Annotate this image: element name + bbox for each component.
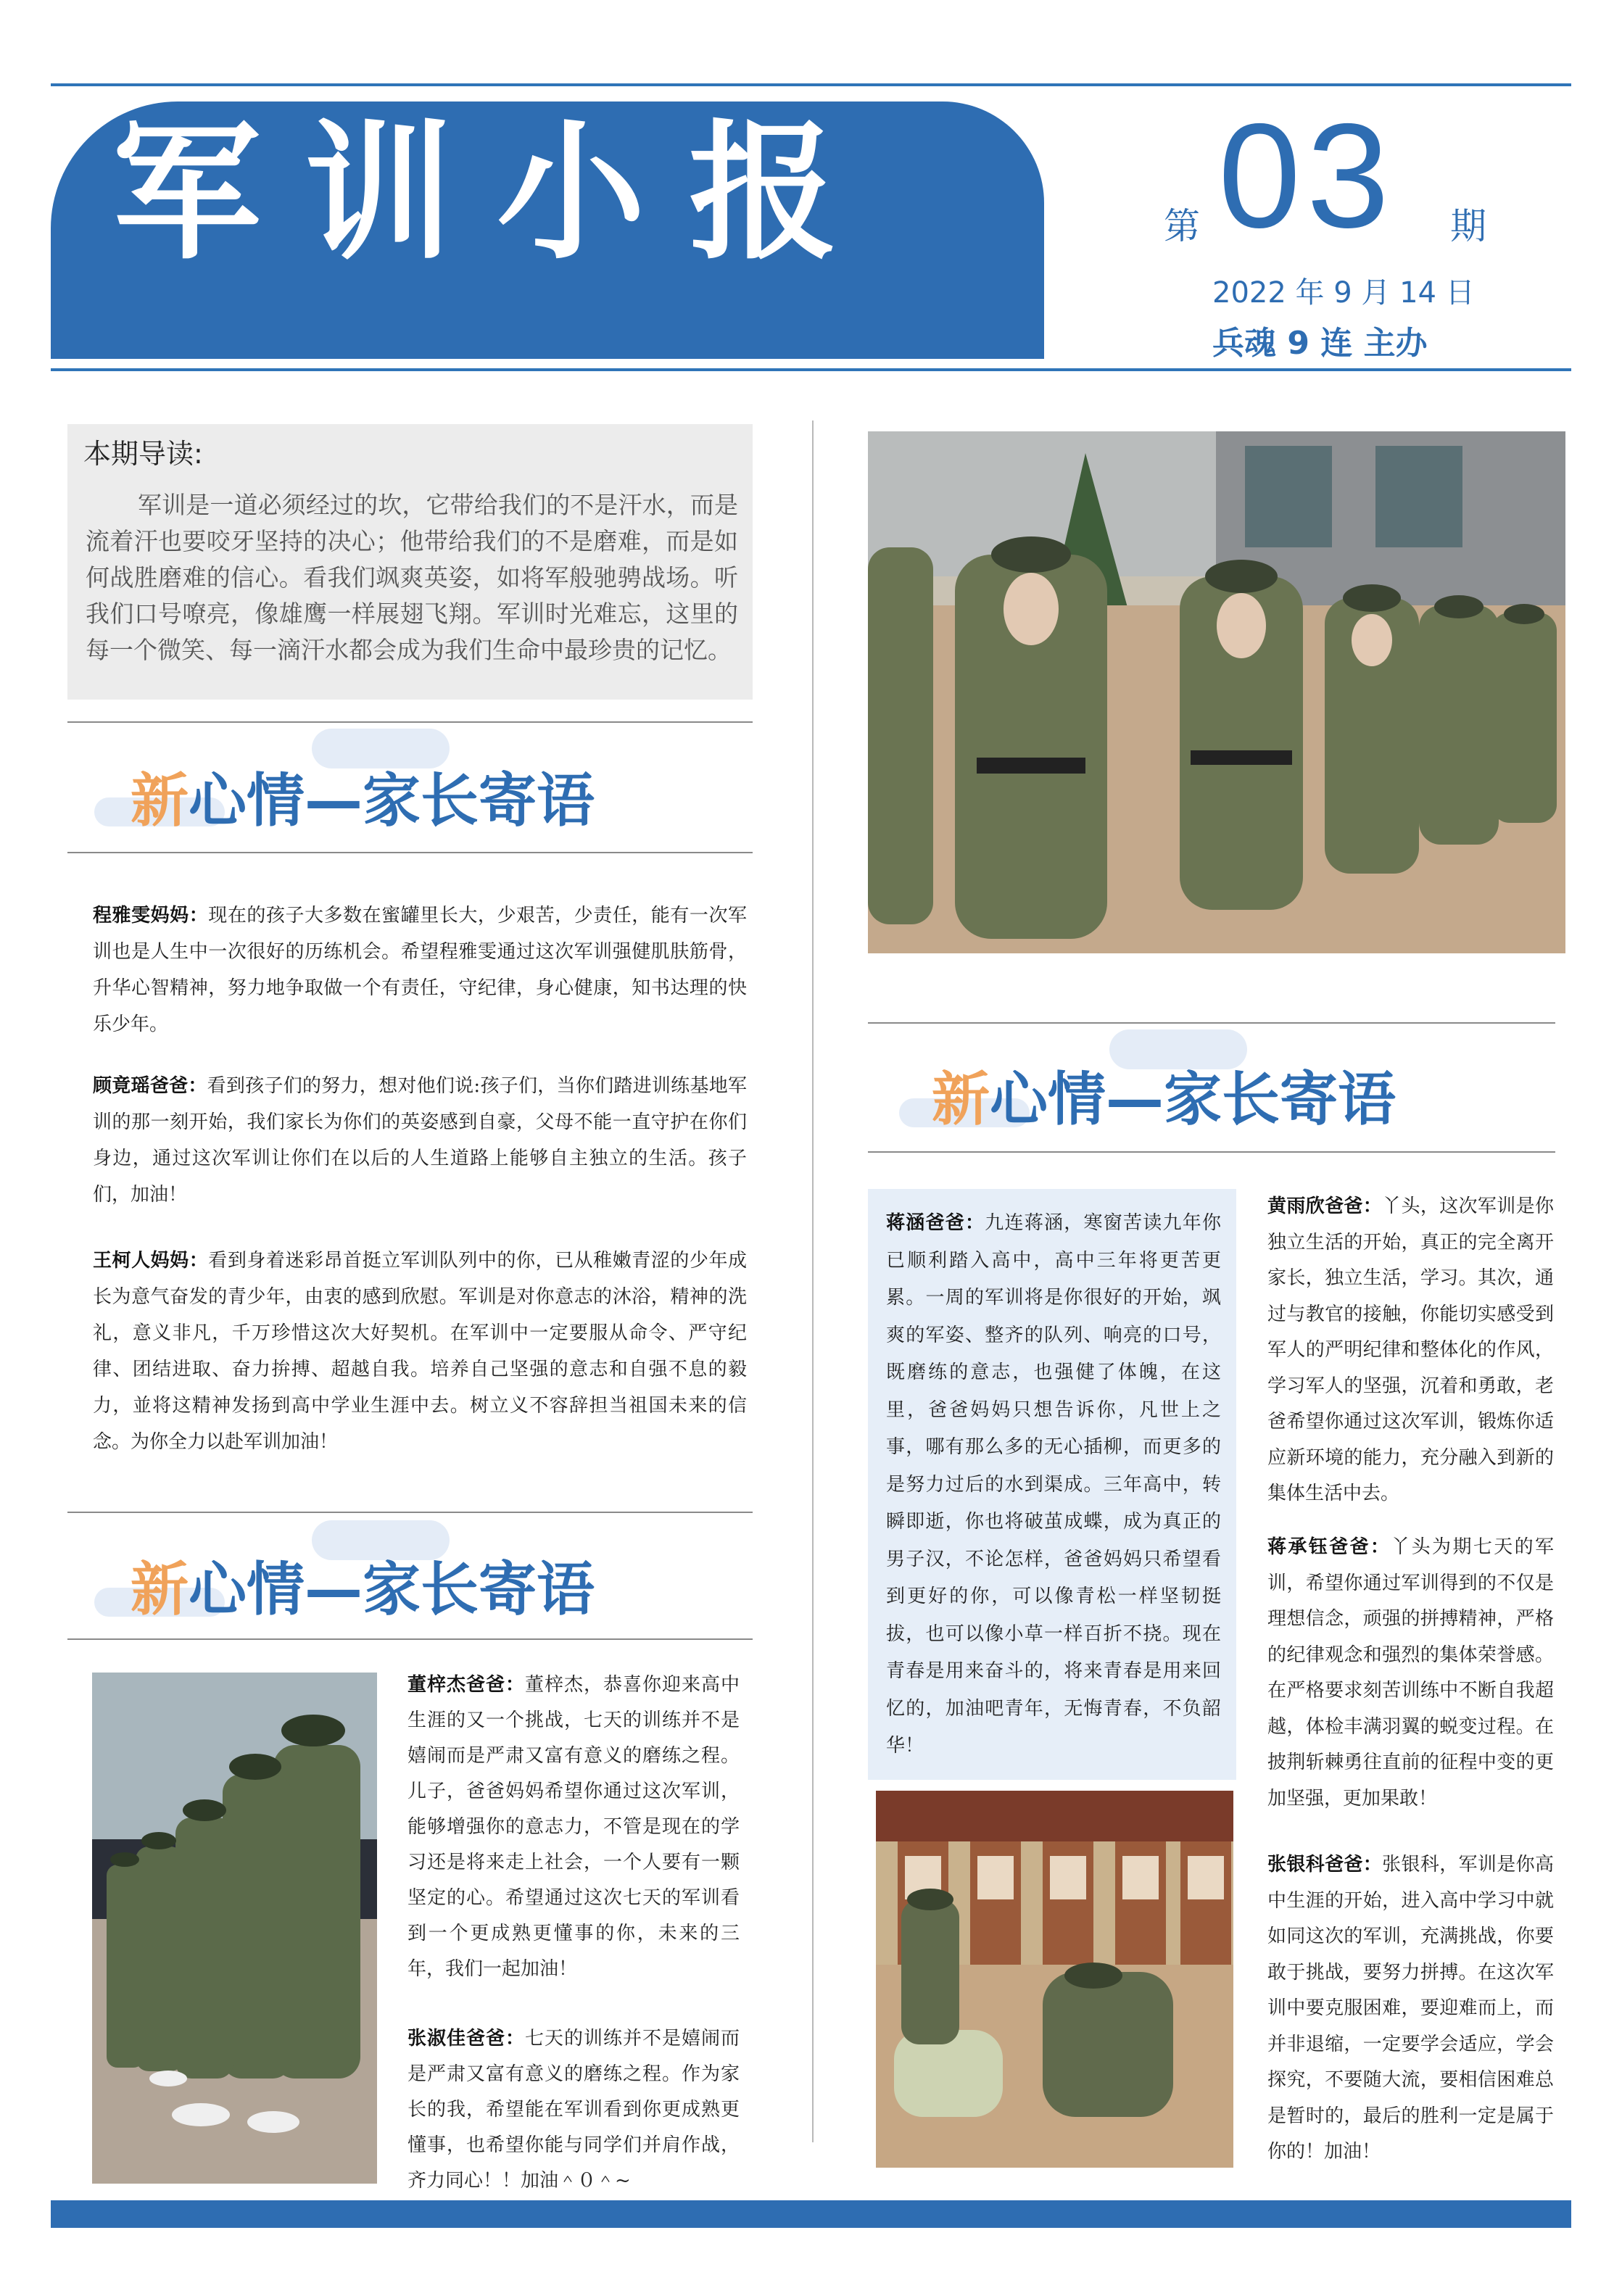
section-heading xyxy=(131,754,595,837)
message-block xyxy=(93,898,747,1043)
message-block xyxy=(93,1068,747,1213)
intro-body: 军训是一道必须经过的坎，它带给我们的不是汗水，而是流着汗也要咬牙坚持的决心；他带给我们的不是磨难，而是如何战胜磨难的信心。看我们飒爽英姿，如将军般驰骋战场。听我们口号嘹亮，像雄鹰一样展翅飞翔。军训时光难忘，这里的每一个微笑、每一滴汗水都会成为我们生命中最珍贵的记忆。 xyxy=(86,491,738,664)
message-block xyxy=(407,2021,740,2199)
message-author: 蒋涵爸爸： xyxy=(886,1212,985,1234)
message-text: 七天的训练并不是嬉闹而是严肃又富有意义的磨练之程。作为家长的我，希望能在军训看到你更成熟更懂事，也希望你能与同学们并肩作战，齐力同心！！加油＾０＾~ xyxy=(407,2028,740,2192)
photo-marching-students xyxy=(92,1673,377,2184)
intro-heading: 本期导读: xyxy=(83,438,203,470)
section-rule-bottom xyxy=(67,852,753,853)
message-block xyxy=(1267,1530,1554,1817)
message-text: 董梓杰，恭喜你迎来高中生涯的又一个挑战，七天的训练并不是嬉闹而是严肃又富有意义的磨练之程。儿子，爸爸妈妈希望你通过这次军训，能够增强你的意志力，不管是现在的学习还是将来走上社会，一个人要有一颗坚定的心。希望通过这次七天的军训看到一个更成熟更懂事的你，未来的三年，我们一起加油！ xyxy=(407,1674,740,1980)
message-author: 蒋承钰爸爸： xyxy=(1267,1536,1391,1558)
section-heading-text: 心情—家长寄语 xyxy=(189,1556,595,1623)
issue-number: 03 xyxy=(1218,93,1396,259)
message-author: 顾竟瑶爸爸： xyxy=(93,1075,207,1097)
column-divider xyxy=(812,420,814,2142)
masthead-title: 军训小报 xyxy=(112,107,881,280)
section-rule-top xyxy=(868,1022,1555,1024)
section-heading-text: 心情—家长寄语 xyxy=(189,767,595,834)
section-rule-top xyxy=(67,721,753,723)
message-text: 丫头，这次军训是你独立生活的开始，真正的完全离开家长，独立生活，学习。其次，通过与教官的接触，你能切实感受到军人的严明纪律和整体化的作风，学习军人的坚强，沉着和勇敢，老爸希望你通过这次军训，锻炼你适应新环境的能力，充分融入到新的集体生活中去。 xyxy=(1267,1195,1554,1504)
message-block xyxy=(93,1243,747,1460)
section-heading-text: 心情—家长寄语 xyxy=(990,1066,1396,1133)
section-heading-accent: 新 xyxy=(131,1556,189,1623)
message-author: 黄雨欣爸爸： xyxy=(1267,1195,1383,1217)
issue-suffix: 期 xyxy=(1450,205,1486,247)
message-author: 王柯人妈妈： xyxy=(93,1250,209,1272)
section-heading-accent: 新 xyxy=(131,767,189,834)
message-block xyxy=(407,1667,740,1987)
masthead-bottom-rule xyxy=(51,368,1571,371)
issue-organizer: 兵魂 9 连 主办 xyxy=(1212,325,1428,362)
section-heading xyxy=(932,1053,1396,1136)
message-block xyxy=(1267,1189,1554,1512)
message-block xyxy=(1267,1847,1554,2171)
message-text: 看到身着迷彩昂首挺立军训队列中的你，已从稚嫩青涩的少年成长为意气奋发的青少年，由衷的感到欣慰。军训是对你意志的沐浴，精神的洗礼，意义非凡，千万珍惜这次大好契机。在军训中一定要服从命令、严守纪律、团结进取、奋力拚搏、超越自我。培养自己坚强的意志和自强不息的毅力，並将这精神发扬到高中学业生涯中去。树立义不容辞担当祖国未来的信念。为你全力以赴军训加油！ xyxy=(93,1250,747,1453)
section-rule-bottom xyxy=(868,1151,1555,1153)
message-text: 丫头为期七天的军训，希望你通过军训得到的不仅是理想信念，顽强的拼搏精神，严格的纪律观念和强烈的集体荣誉感。在严格要求刻苦训练中不断自我超越，体检丰满羽翼的蜕变过程。在披荆斩棘勇往直前的征程中变的更加坚强，更加果敢！ xyxy=(1267,1536,1554,1810)
message-text: 看到孩子们的努力，想对他们说:孩子们，当你们踏进训练基地军训的那一刻开始，我们家长为你们的英姿感到自豪，父母不能一直守护在你们身边，通过这次军训让你们在以后的人生道路上能够自主独立的生活。孩子们，加油！ xyxy=(93,1075,747,1206)
section-heading-accent: 新 xyxy=(932,1066,990,1133)
section-rule-top xyxy=(67,1512,753,1513)
message-author: 程雅雯妈妈： xyxy=(93,905,209,927)
section-rule-bottom xyxy=(67,1638,753,1640)
message-author: 张淑佳爸爸： xyxy=(407,2028,525,2050)
photo-folding-quilt xyxy=(876,1791,1233,2168)
photo-training-formation xyxy=(868,431,1565,953)
message-text: 现在的孩子大多数在蜜罐里长大，少艰苦，少责任，能有一次军训也是人生中一次很好的历练机会。希望程雅雯通过这次军训强健肌肤筋骨，升华心智精神，努力地争取做一个有责任，守纪律，身心健康，知书达理的快乐少年。 xyxy=(93,905,747,1035)
top-rule xyxy=(51,83,1571,86)
message-author: 董梓杰爸爸： xyxy=(407,1674,525,1696)
issue-prefix: 第 xyxy=(1164,205,1200,247)
footer-bar xyxy=(51,2200,1571,2228)
message-block xyxy=(886,1205,1221,1765)
section-heading xyxy=(131,1543,595,1626)
message-text: 张银科，军训是你高中生涯的开始，进入高中学习中就如同这次的军训，充满挑战，你要敢于挑战，要努力拼搏。在这次军训中要克服困难，要迎难而上，而并非退缩，一定要学会适应，学会探究，不要随大流，要相信困难总是暂时的，最后的胜利一定是属于你的！加油！ xyxy=(1267,1854,1554,2163)
message-text: 九连蒋涵，寒窗苦读九年你已顺利踏入高中，高中三年将更苦更累。一周的军训将是你很好的开始，飒爽的军姿、整齐的队列、响亮的口号，既磨练的意志，也强健了体魄，在这里，爸爸妈妈只想告诉你，凡世上之事，哪有那么多的无心插柳，而更多的是努力过后的水到渠成。三年高中，转瞬即逝，你也将破茧成蝶，成为真正的男子汉，不论怎样，爸爸妈妈只希望看到更好的你，可以像青松一样坚韧挺拔，也可以像小草一样百折不挠。现在青春是用来奋斗的，将来青春是用来回忆的，加油吧青年，无悔青春，不负韶华！ xyxy=(886,1212,1221,1757)
issue-date: 2022 年 9 月 14 日 xyxy=(1212,276,1475,310)
message-author: 张银科爸爸： xyxy=(1267,1854,1383,1876)
